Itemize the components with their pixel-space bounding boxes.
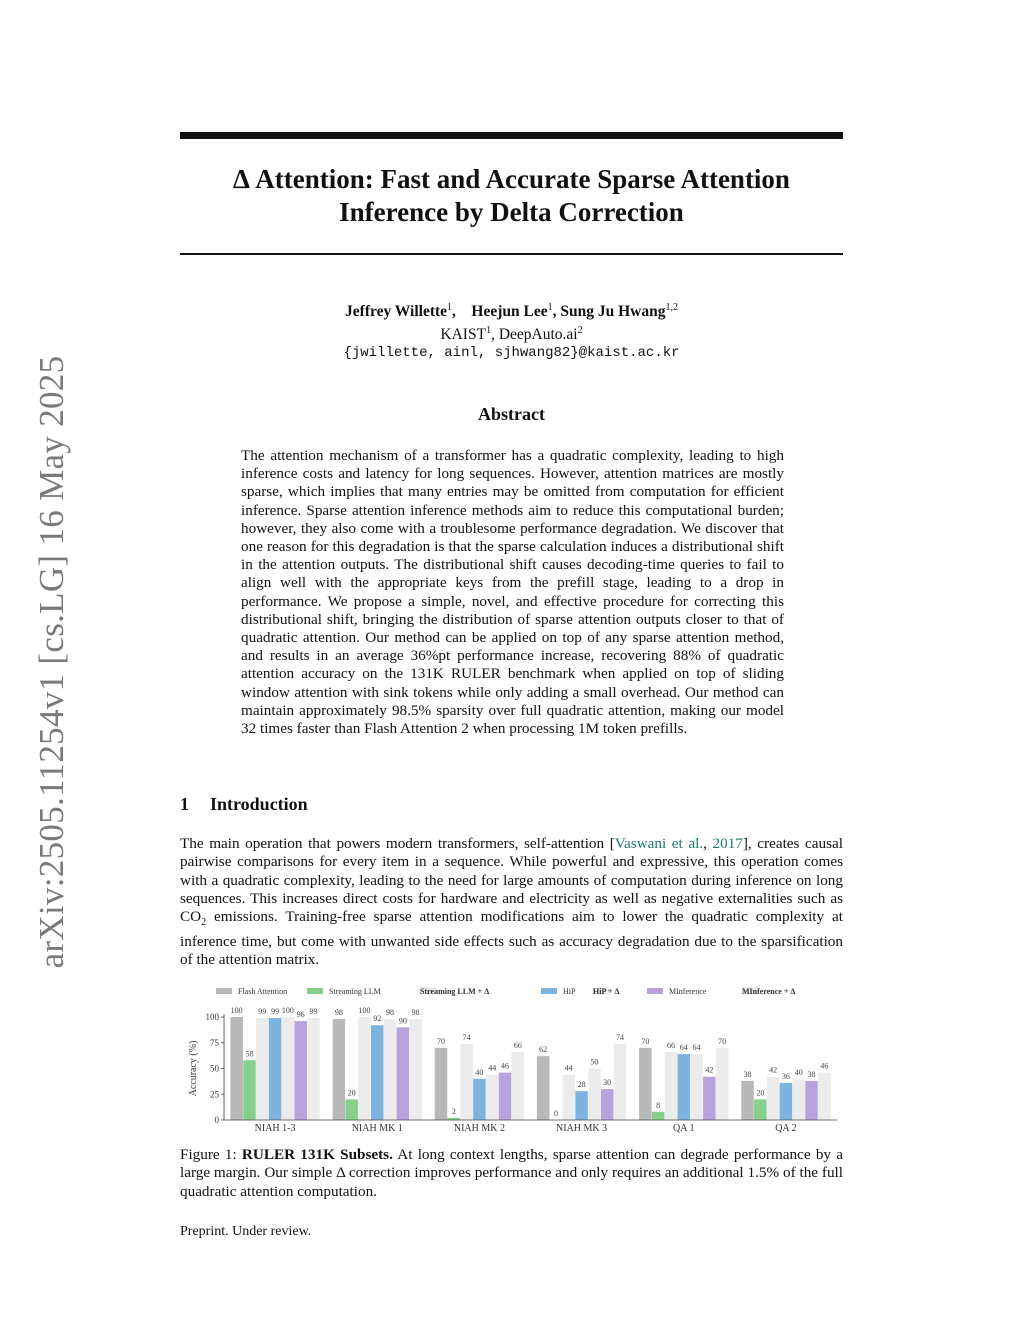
bar-value-label: 28 bbox=[577, 1080, 586, 1090]
bar bbox=[282, 1017, 295, 1120]
bar bbox=[601, 1089, 614, 1120]
bar-value-label: 44 bbox=[564, 1063, 573, 1073]
bar bbox=[384, 1019, 397, 1120]
section-title: Introduction bbox=[210, 794, 308, 814]
bar bbox=[678, 1054, 691, 1120]
figure-caption bbox=[180, 1146, 843, 1201]
author-emails: {jwillette, ainl, sjhwang82}@kaist.ac.kr bbox=[343, 345, 680, 362]
paper-title bbox=[180, 163, 843, 229]
bar bbox=[563, 1075, 576, 1120]
bar bbox=[473, 1079, 486, 1120]
bar-value-label: 99 bbox=[271, 1007, 280, 1017]
y-tick-label: 0 bbox=[214, 1115, 219, 1125]
intro-text-2: ], creates causal pairwise comparisons for every item in a sequence. While powerful and expressive, this operation comes with a quadratic complexity, leading to the need for large amounts of computation during inference on long sequences. This increases direct costs for hardware and electricity as well as negative externalities such as CO bbox=[180, 835, 843, 926]
author-2: Heejun Lee bbox=[471, 303, 548, 321]
bar-value-label: 100 bbox=[358, 1006, 371, 1015]
bar-value-label: 50 bbox=[590, 1057, 599, 1067]
affiliation-1: KAIST bbox=[440, 326, 487, 344]
bar bbox=[371, 1025, 384, 1120]
citation-year-link[interactable]: 2017 bbox=[712, 835, 743, 852]
title-line-1: Δ Attention: Fast and Accurate Sparse Attention bbox=[233, 164, 790, 194]
x-tick-label: NIAH MK 3 bbox=[556, 1123, 608, 1134]
intro-text-3: emissions. Training-free sparse attention modifications aim to lower the quadratic complexity at inference time, but come with unwanted side effects such as accuracy degradation due to the sparsification of the attention matrix. bbox=[180, 908, 843, 968]
bar-value-label: 46 bbox=[820, 1061, 829, 1071]
legend-label: MInference + Δ bbox=[742, 987, 796, 996]
y-tick-label: 50 bbox=[210, 1063, 219, 1074]
bar bbox=[754, 1099, 767, 1120]
x-tick-label: QA 1 bbox=[673, 1123, 695, 1134]
bar-value-label: 99 bbox=[258, 1007, 267, 1017]
y-tick-label: 100 bbox=[205, 1012, 219, 1022]
bar-value-label: 96 bbox=[296, 1010, 305, 1020]
bar bbox=[805, 1081, 818, 1120]
bar bbox=[397, 1027, 410, 1120]
legend-label: Streaming LLM + Δ bbox=[420, 987, 490, 996]
affiliation-1-sup: 1 bbox=[486, 325, 492, 337]
bar bbox=[780, 1083, 793, 1120]
author-1-sup: 1 bbox=[447, 302, 453, 313]
legend-swatch bbox=[647, 988, 663, 994]
bar bbox=[294, 1021, 307, 1120]
preprint-footer: Preprint. Under review. bbox=[180, 1224, 312, 1239]
bar-value-label: 46 bbox=[501, 1061, 510, 1071]
author-3-sup: 1,2 bbox=[665, 302, 678, 313]
bar-value-label: 66 bbox=[666, 1041, 675, 1051]
bar bbox=[307, 1018, 320, 1120]
legend-label: Streaming LLM bbox=[329, 987, 381, 996]
bar bbox=[767, 1077, 780, 1120]
bar bbox=[716, 1048, 729, 1120]
x-tick-label: NIAH MK 2 bbox=[453, 1123, 505, 1134]
affiliation-2: DeepAuto.ai bbox=[498, 326, 578, 344]
caption-text: At long context lengths, sparse attention can degrade performance by a large margin. Our simple Δ correction improves performance and only requires an additional 1.5% of the full quadratic attention computation. bbox=[180, 1146, 843, 1200]
affiliation-2-sup: 2 bbox=[577, 325, 583, 337]
bar bbox=[499, 1073, 512, 1120]
bar-value-label: 8 bbox=[656, 1100, 661, 1110]
bar bbox=[818, 1073, 831, 1120]
bar bbox=[486, 1075, 499, 1120]
bar bbox=[665, 1052, 678, 1120]
bar-value-label: 99 bbox=[309, 1007, 318, 1017]
bar-value-label: 70 bbox=[718, 1036, 727, 1046]
bar bbox=[575, 1091, 588, 1120]
bar-value-label: 40 bbox=[794, 1067, 803, 1077]
bar-value-label: 0 bbox=[553, 1109, 558, 1118]
bar bbox=[243, 1060, 256, 1120]
x-tick-label: NIAH 1-3 bbox=[254, 1123, 296, 1134]
bar-value-label: 30 bbox=[603, 1078, 612, 1088]
citation-author-link[interactable]: Vaswani et al. bbox=[614, 835, 704, 852]
bar bbox=[741, 1081, 754, 1120]
bar-value-label: 44 bbox=[488, 1063, 497, 1073]
author-names: Jeffrey Willette$^1$, Heejun Lee$^1$, Sung Ju Hwang$^{1,2}$ bbox=[345, 302, 678, 321]
bar-value-label: 64 bbox=[679, 1043, 688, 1053]
bar-value-label: 36 bbox=[781, 1071, 790, 1081]
bar-value-label: 58 bbox=[245, 1049, 254, 1059]
legend-swatch bbox=[541, 988, 557, 994]
bar bbox=[792, 1079, 805, 1120]
title-rule-bottom bbox=[180, 253, 843, 255]
bar bbox=[690, 1054, 703, 1120]
bar bbox=[435, 1048, 448, 1120]
bar-value-label: 74 bbox=[615, 1032, 624, 1042]
bar-value-label: 70 bbox=[437, 1036, 446, 1046]
y-tick-label: 75 bbox=[210, 1037, 219, 1048]
bar-value-label: 98 bbox=[386, 1008, 395, 1018]
bar bbox=[460, 1044, 473, 1120]
co2-subscript: 2 bbox=[201, 917, 207, 929]
bar-value-label: 38 bbox=[807, 1069, 816, 1079]
legend-label: Flash Attention bbox=[238, 987, 288, 996]
legend-label: MInference bbox=[669, 987, 707, 996]
bar bbox=[588, 1069, 601, 1121]
bar bbox=[345, 1099, 358, 1120]
bar bbox=[639, 1048, 652, 1120]
legend-swatch bbox=[307, 988, 323, 994]
legend-label: HiP bbox=[563, 987, 576, 996]
citation-separator: , bbox=[703, 835, 713, 852]
bar-value-label: 62 bbox=[539, 1045, 548, 1055]
bar-value-label: 64 bbox=[692, 1043, 701, 1053]
bar bbox=[256, 1018, 269, 1120]
abstract-heading: Abstract bbox=[478, 404, 545, 424]
abstract-body: The attention mechanism of a transformer has a quadratic complexity, leading to high inference costs and latency for long sequences. However, attention matrices are mostly sparse, which implies that many entries may be omitted from computation for efficient inference. Sparse attention inference methods aim to reduce this computational burden; however, they also come with a troublesome performance degradation. We discover that one reason for this degradation is that the sparse calculation induces a distributional shift in the attention outputs. The distributional shift causes decoding-time queries to fail to align well with the appropriate keys from the prefill stage, leading to a drop in performance. We propose a simple, novel, and effective procedure for correcting this distributional shift, bringing the distribution of sparse attention outputs closer to that of quadratic attention. Our method can be applied on top of any sparse attention method, and results in an average 36%pt performance increase, recovering 88% of quadratic attention accuracy on the 131K RULER benchmark when applied on top of sliding window attention with sink tokens while only adding a small overhead. Our method can maintain approximately 98.5% sparsity over full quadratic attention, making our model 32 times faster than Flash Attention 2 when processing 1M token prefills. bbox=[241, 447, 784, 738]
arxiv-identifier: arXiv:2505.11254v1 [cs.LG] 16 May 2025 bbox=[32, 355, 71, 969]
legend-label: HiP + Δ bbox=[593, 987, 620, 996]
bar-value-label: 98 bbox=[411, 1008, 420, 1018]
intro-paragraph bbox=[180, 835, 843, 969]
caption-label: Figure 1: bbox=[180, 1146, 242, 1163]
bar bbox=[537, 1056, 550, 1120]
x-tick-label: NIAH MK 1 bbox=[351, 1123, 403, 1134]
y-tick-label: 25 bbox=[210, 1089, 219, 1100]
section-number: 1 bbox=[180, 794, 189, 814]
author-block bbox=[180, 298, 843, 363]
bar bbox=[409, 1019, 422, 1120]
affiliations: KAIST$^1$, $DeepAuto.ai^2$ bbox=[440, 325, 583, 344]
title-rule-top bbox=[180, 132, 843, 139]
bar-value-label: 90 bbox=[398, 1016, 407, 1026]
bar-value-label: 40 bbox=[475, 1067, 484, 1077]
legend-swatch bbox=[216, 988, 232, 994]
section-heading bbox=[180, 794, 308, 815]
bar bbox=[333, 1019, 346, 1120]
intro-text-1: The main operation that powers modern transformers, self-attention [ bbox=[180, 835, 615, 852]
bar bbox=[512, 1052, 524, 1120]
author-3: Sung Ju Hwang bbox=[560, 303, 666, 321]
bar-value-label: 42 bbox=[769, 1065, 778, 1075]
title-line-2: Inference by Delta Correction bbox=[339, 197, 684, 227]
bar-value-label: 38 bbox=[743, 1069, 752, 1079]
bar-value-label: 70 bbox=[641, 1036, 650, 1046]
bar-value-label: 66 bbox=[513, 1041, 522, 1051]
author-2-sup: 1 bbox=[547, 302, 553, 313]
bar-value-label: 100 bbox=[281, 1006, 294, 1015]
y-axis-label: Accuracy (%) bbox=[188, 1040, 199, 1097]
bar-value-label: 98 bbox=[334, 1008, 343, 1018]
bar-value-label: 42 bbox=[705, 1065, 714, 1075]
bar bbox=[269, 1018, 282, 1120]
bar-value-label: 2 bbox=[451, 1106, 456, 1116]
bar bbox=[614, 1044, 627, 1120]
bar-value-label: 92 bbox=[373, 1014, 382, 1024]
bar bbox=[703, 1077, 716, 1120]
bar bbox=[652, 1112, 665, 1120]
bar-value-label: 20 bbox=[756, 1088, 765, 1098]
caption-bold: RULER 131K Subsets. bbox=[241, 1146, 393, 1163]
bar bbox=[358, 1017, 371, 1120]
bar-value-label: 74 bbox=[462, 1032, 471, 1042]
author-1: Jeffrey Willette bbox=[345, 303, 448, 321]
bar-value-label: 100 bbox=[230, 1006, 243, 1015]
ruler-bar-chart bbox=[180, 978, 844, 1140]
bar bbox=[230, 1017, 243, 1120]
bar-value-label: 20 bbox=[347, 1088, 356, 1098]
x-tick-label: QA 2 bbox=[775, 1123, 797, 1134]
